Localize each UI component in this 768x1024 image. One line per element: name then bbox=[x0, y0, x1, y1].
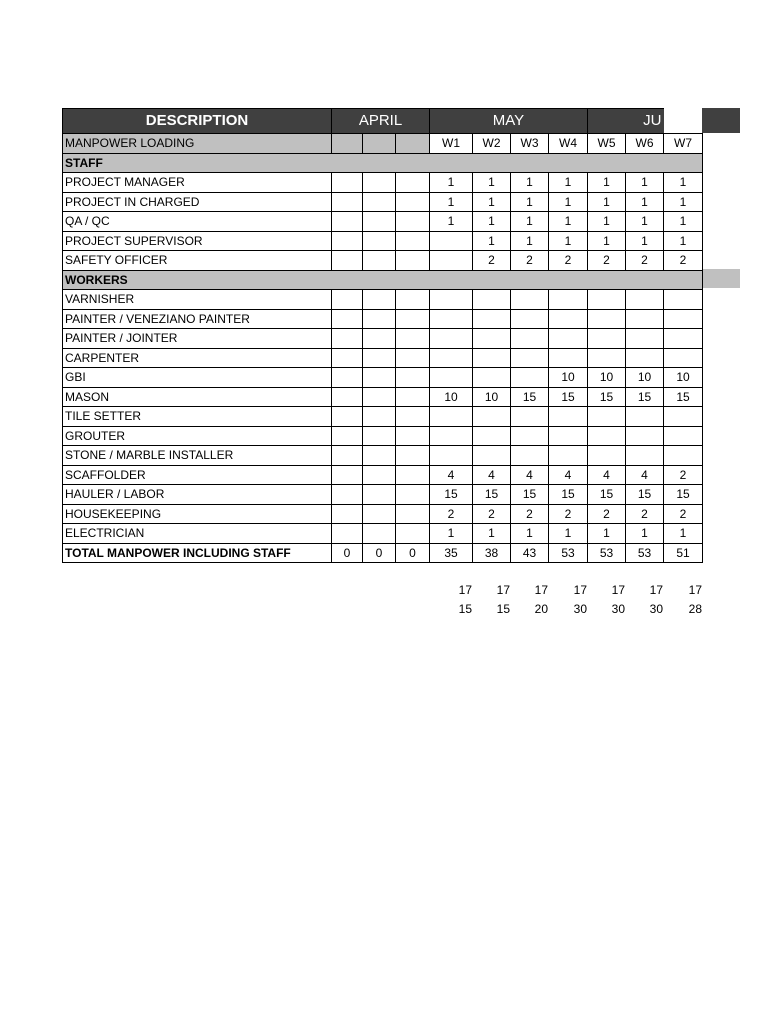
value-cell[interactable] bbox=[430, 426, 473, 446]
summary-value-cell[interactable]: 17 bbox=[496, 582, 510, 597]
value-cell[interactable] bbox=[332, 504, 363, 524]
value-cell[interactable] bbox=[396, 485, 430, 505]
row-label[interactable]: GROUTER bbox=[63, 426, 332, 446]
total-value-cell[interactable]: 0 bbox=[332, 543, 363, 563]
value-cell[interactable] bbox=[430, 368, 473, 388]
value-cell[interactable] bbox=[396, 329, 430, 349]
summary-value-cell[interactable]: 15 bbox=[458, 602, 472, 617]
value-cell[interactable] bbox=[473, 446, 511, 466]
value-cell[interactable] bbox=[430, 309, 473, 329]
value-cell[interactable]: 1 bbox=[549, 173, 588, 193]
summary-row bbox=[432, 580, 705, 600]
row-label[interactable]: VARNISHER bbox=[63, 290, 332, 310]
total-value-cell[interactable]: 0 bbox=[396, 543, 430, 563]
value-cell[interactable]: 1 bbox=[588, 231, 626, 251]
row-label[interactable]: HOUSEKEEPING bbox=[63, 504, 332, 524]
value-cell[interactable] bbox=[626, 446, 664, 466]
row-label[interactable]: ELECTRICIAN bbox=[63, 524, 332, 544]
table-row bbox=[63, 465, 703, 485]
value-cell[interactable] bbox=[363, 192, 396, 212]
week-header[interactable]: W5 bbox=[588, 134, 626, 154]
week-header[interactable]: W2 bbox=[473, 134, 511, 154]
value-cell[interactable]: 1 bbox=[588, 524, 626, 544]
row-label[interactable]: MASON bbox=[63, 387, 332, 407]
value-cell[interactable]: 1 bbox=[664, 524, 703, 544]
summary-value-cell[interactable]: 17 bbox=[458, 582, 472, 597]
value-cell[interactable] bbox=[332, 426, 363, 446]
value-cell[interactable] bbox=[626, 329, 664, 349]
value-cell[interactable] bbox=[332, 192, 363, 212]
value-cell[interactable]: 10 bbox=[626, 368, 664, 388]
value-cell[interactable] bbox=[396, 407, 430, 427]
table-row bbox=[63, 446, 703, 466]
total-value-cell[interactable]: 38 bbox=[473, 543, 511, 563]
total-value-cell[interactable]: 53 bbox=[626, 543, 664, 563]
value-cell[interactable]: 4 bbox=[511, 465, 549, 485]
value-cell[interactable]: 1 bbox=[430, 212, 473, 232]
value-cell[interactable]: 15 bbox=[549, 387, 588, 407]
value-cell[interactable] bbox=[363, 446, 396, 466]
value-cell[interactable] bbox=[396, 309, 430, 329]
value-cell[interactable]: 2 bbox=[511, 504, 549, 524]
table-row bbox=[63, 504, 703, 524]
value-cell[interactable]: 15 bbox=[511, 485, 549, 505]
header-row bbox=[63, 109, 703, 134]
value-cell[interactable]: 15 bbox=[626, 485, 664, 505]
value-cell[interactable] bbox=[332, 231, 363, 251]
value-cell[interactable] bbox=[626, 407, 664, 427]
value-cell[interactable] bbox=[588, 290, 626, 310]
value-cell[interactable] bbox=[396, 446, 430, 466]
value-cell[interactable]: 2 bbox=[588, 504, 626, 524]
table-row bbox=[63, 290, 703, 310]
value-cell[interactable] bbox=[588, 309, 626, 329]
total-value-cell[interactable]: 0 bbox=[363, 543, 396, 563]
value-cell[interactable] bbox=[396, 231, 430, 251]
value-cell[interactable] bbox=[363, 290, 396, 310]
value-cell[interactable]: 1 bbox=[626, 524, 664, 544]
value-cell[interactable] bbox=[430, 231, 473, 251]
value-cell[interactable] bbox=[332, 465, 363, 485]
value-cell[interactable]: 10 bbox=[588, 368, 626, 388]
manpower-loading-label[interactable]: MANPOWER LOADING bbox=[63, 134, 332, 154]
value-cell[interactable] bbox=[430, 251, 473, 271]
value-cell[interactable] bbox=[396, 368, 430, 388]
table-row bbox=[63, 348, 703, 368]
value-cell[interactable] bbox=[332, 251, 363, 271]
value-cell[interactable]: 2 bbox=[549, 504, 588, 524]
value-cell[interactable]: 2 bbox=[511, 251, 549, 271]
section-row bbox=[63, 153, 703, 173]
value-cell[interactable] bbox=[549, 407, 588, 427]
value-cell[interactable] bbox=[549, 309, 588, 329]
value-cell[interactable] bbox=[363, 212, 396, 232]
value-cell[interactable] bbox=[332, 387, 363, 407]
value-cell[interactable] bbox=[363, 426, 396, 446]
value-cell[interactable]: 15 bbox=[549, 485, 588, 505]
value-cell[interactable]: 2 bbox=[473, 504, 511, 524]
summary-rows bbox=[432, 580, 705, 619]
value-cell[interactable] bbox=[473, 407, 511, 427]
value-cell[interactable]: 1 bbox=[511, 524, 549, 544]
value-cell[interactable] bbox=[363, 485, 396, 505]
value-cell[interactable] bbox=[396, 212, 430, 232]
summary-value-cell[interactable]: 20 bbox=[534, 602, 548, 617]
value-cell[interactable] bbox=[664, 348, 703, 368]
total-row bbox=[63, 543, 703, 563]
value-cell[interactable]: 15 bbox=[511, 387, 549, 407]
value-cell[interactable]: 4 bbox=[473, 465, 511, 485]
table-row bbox=[63, 524, 703, 544]
value-cell[interactable] bbox=[664, 329, 703, 349]
value-cell[interactable] bbox=[363, 504, 396, 524]
row-label[interactable]: SCAFFOLDER bbox=[63, 465, 332, 485]
value-cell[interactable]: 4 bbox=[626, 465, 664, 485]
value-cell[interactable]: 1 bbox=[549, 212, 588, 232]
table-row bbox=[63, 231, 703, 251]
section-row bbox=[63, 270, 703, 290]
value-cell[interactable] bbox=[363, 407, 396, 427]
value-cell[interactable]: 2 bbox=[664, 251, 703, 271]
week-header[interactable]: W3 bbox=[511, 134, 549, 154]
value-cell[interactable]: 10 bbox=[664, 368, 703, 388]
week-header[interactable]: W6 bbox=[626, 134, 664, 154]
total-value-cell[interactable]: 53 bbox=[549, 543, 588, 563]
value-cell[interactable]: 1 bbox=[511, 173, 549, 193]
value-cell[interactable] bbox=[396, 348, 430, 368]
value-cell[interactable] bbox=[363, 309, 396, 329]
value-cell[interactable] bbox=[473, 368, 511, 388]
value-cell[interactable]: 1 bbox=[473, 173, 511, 193]
value-cell[interactable] bbox=[430, 446, 473, 466]
manpower-loading-table bbox=[62, 108, 703, 563]
row-label[interactable]: TILE SETTER bbox=[63, 407, 332, 427]
value-cell[interactable]: 1 bbox=[549, 524, 588, 544]
value-cell[interactable]: 1 bbox=[430, 192, 473, 212]
value-cell[interactable] bbox=[332, 212, 363, 232]
value-cell[interactable] bbox=[363, 231, 396, 251]
value-cell[interactable] bbox=[430, 348, 473, 368]
value-cell[interactable]: 15 bbox=[588, 387, 626, 407]
value-cell[interactable]: 1 bbox=[588, 173, 626, 193]
total-value-cell[interactable]: 43 bbox=[511, 543, 549, 563]
value-cell[interactable]: 1 bbox=[473, 524, 511, 544]
month-header[interactable]: JU bbox=[588, 109, 664, 134]
value-cell[interactable] bbox=[664, 426, 703, 446]
value-cell[interactable]: 4 bbox=[549, 465, 588, 485]
value-cell[interactable] bbox=[332, 485, 363, 505]
row-label[interactable]: PAINTER / VENEZIANO PAINTER bbox=[63, 309, 332, 329]
value-cell[interactable]: 1 bbox=[549, 192, 588, 212]
value-cell[interactable] bbox=[332, 329, 363, 349]
table-row bbox=[63, 387, 703, 407]
value-cell[interactable]: 1 bbox=[626, 192, 664, 212]
section-title[interactable]: WORKERS bbox=[63, 270, 703, 290]
value-cell[interactable] bbox=[332, 290, 363, 310]
value-cell[interactable]: 4 bbox=[430, 465, 473, 485]
summary-value-cell[interactable]: 17 bbox=[688, 582, 702, 597]
value-cell[interactable]: 2 bbox=[430, 504, 473, 524]
value-cell[interactable] bbox=[332, 407, 363, 427]
value-cell[interactable]: 4 bbox=[588, 465, 626, 485]
table-row bbox=[63, 485, 703, 505]
value-cell[interactable] bbox=[332, 446, 363, 466]
value-cell[interactable] bbox=[396, 504, 430, 524]
value-cell[interactable]: 2 bbox=[626, 504, 664, 524]
table-row bbox=[63, 212, 703, 232]
description-header[interactable]: DESCRIPTION bbox=[63, 109, 332, 134]
value-cell[interactable]: 1 bbox=[588, 212, 626, 232]
value-cell[interactable]: 10 bbox=[549, 368, 588, 388]
value-cell[interactable] bbox=[626, 348, 664, 368]
value-cell[interactable] bbox=[363, 465, 396, 485]
value-cell[interactable] bbox=[664, 290, 703, 310]
value-cell[interactable] bbox=[588, 329, 626, 349]
value-cell[interactable]: 1 bbox=[511, 231, 549, 251]
value-cell[interactable]: 2 bbox=[626, 251, 664, 271]
value-cell[interactable]: 1 bbox=[664, 212, 703, 232]
value-cell[interactable] bbox=[396, 524, 430, 544]
value-cell[interactable] bbox=[664, 309, 703, 329]
value-cell[interactable] bbox=[363, 251, 396, 271]
value-cell[interactable] bbox=[430, 329, 473, 349]
value-cell[interactable]: 15 bbox=[588, 485, 626, 505]
value-cell[interactable]: 1 bbox=[511, 192, 549, 212]
row-label[interactable]: STONE / MARBLE INSTALLER bbox=[63, 446, 332, 466]
value-cell[interactable] bbox=[549, 290, 588, 310]
total-label[interactable]: TOTAL MANPOWER INCLUDING STAFF bbox=[63, 543, 332, 563]
value-cell[interactable]: 1 bbox=[588, 192, 626, 212]
value-cell[interactable]: 2 bbox=[473, 251, 511, 271]
value-cell[interactable] bbox=[626, 290, 664, 310]
value-cell[interactable]: 1 bbox=[626, 231, 664, 251]
value-cell[interactable] bbox=[549, 348, 588, 368]
value-cell[interactable]: 10 bbox=[430, 387, 473, 407]
value-cell[interactable]: 15 bbox=[664, 387, 703, 407]
value-cell[interactable] bbox=[396, 387, 430, 407]
week-header[interactable]: W4 bbox=[549, 134, 588, 154]
value-cell[interactable]: 1 bbox=[511, 212, 549, 232]
value-cell[interactable]: 1 bbox=[664, 192, 703, 212]
value-cell[interactable] bbox=[473, 329, 511, 349]
value-cell[interactable]: 1 bbox=[626, 212, 664, 232]
row-label[interactable]: PROJECT SUPERVISOR bbox=[63, 231, 332, 251]
value-cell[interactable]: 15 bbox=[430, 485, 473, 505]
value-cell[interactable] bbox=[588, 407, 626, 427]
value-cell[interactable] bbox=[396, 251, 430, 271]
value-cell[interactable]: 2 bbox=[664, 504, 703, 524]
value-cell[interactable]: 1 bbox=[473, 231, 511, 251]
value-cell[interactable] bbox=[549, 426, 588, 446]
value-cell[interactable] bbox=[396, 465, 430, 485]
value-cell[interactable]: 15 bbox=[626, 387, 664, 407]
total-value-cell[interactable]: 53 bbox=[588, 543, 626, 563]
value-cell[interactable] bbox=[363, 524, 396, 544]
summary-value-cell[interactable]: 30 bbox=[611, 602, 625, 617]
summary-value-cell[interactable]: 17 bbox=[611, 582, 625, 597]
value-cell[interactable]: 2 bbox=[588, 251, 626, 271]
value-cell[interactable] bbox=[332, 524, 363, 544]
value-cell[interactable] bbox=[363, 387, 396, 407]
value-cell[interactable] bbox=[363, 368, 396, 388]
total-value-cell[interactable]: 35 bbox=[430, 543, 473, 563]
summary-row bbox=[432, 600, 705, 620]
value-cell[interactable]: 1 bbox=[473, 212, 511, 232]
value-cell[interactable] bbox=[430, 290, 473, 310]
value-cell[interactable] bbox=[332, 173, 363, 193]
value-cell[interactable] bbox=[363, 329, 396, 349]
value-cell[interactable]: 10 bbox=[473, 387, 511, 407]
row-label[interactable]: HAULER / LABOR bbox=[63, 485, 332, 505]
row-label[interactable]: CARPENTER bbox=[63, 348, 332, 368]
table-row bbox=[63, 329, 703, 349]
summary-value-cell[interactable]: 15 bbox=[496, 602, 510, 617]
month-header[interactable]: APRIL bbox=[332, 109, 430, 134]
row-label[interactable]: PROJECT IN CHARGED bbox=[63, 192, 332, 212]
value-cell[interactable]: 1 bbox=[626, 173, 664, 193]
value-cell[interactable] bbox=[549, 329, 588, 349]
value-cell[interactable] bbox=[511, 348, 549, 368]
value-cell[interactable] bbox=[588, 446, 626, 466]
value-cell[interactable] bbox=[430, 407, 473, 427]
value-cell[interactable] bbox=[588, 348, 626, 368]
value-cell[interactable] bbox=[511, 309, 549, 329]
summary-value-cell[interactable]: 17 bbox=[573, 582, 587, 597]
week-header[interactable] bbox=[363, 134, 396, 154]
value-cell[interactable] bbox=[664, 407, 703, 427]
value-cell[interactable]: 1 bbox=[664, 231, 703, 251]
week-header[interactable] bbox=[396, 134, 430, 154]
value-cell[interactable]: 1 bbox=[430, 524, 473, 544]
row-label[interactable]: GBI bbox=[63, 368, 332, 388]
table-row bbox=[63, 426, 703, 446]
value-cell[interactable] bbox=[473, 348, 511, 368]
value-cell[interactable] bbox=[511, 290, 549, 310]
value-cell[interactable] bbox=[549, 446, 588, 466]
table-row bbox=[63, 173, 703, 193]
value-cell[interactable]: 1 bbox=[664, 173, 703, 193]
month-header[interactable]: MAY bbox=[430, 109, 588, 134]
value-cell[interactable] bbox=[363, 173, 396, 193]
value-cell[interactable] bbox=[511, 426, 549, 446]
value-cell[interactable] bbox=[473, 290, 511, 310]
table-row bbox=[63, 368, 703, 388]
row-label[interactable]: PROJECT MANAGER bbox=[63, 173, 332, 193]
table-row bbox=[63, 407, 703, 427]
value-cell[interactable] bbox=[511, 407, 549, 427]
value-cell[interactable]: 1 bbox=[549, 231, 588, 251]
value-cell[interactable] bbox=[396, 192, 430, 212]
value-cell[interactable] bbox=[511, 329, 549, 349]
value-cell[interactable] bbox=[332, 368, 363, 388]
value-cell[interactable] bbox=[332, 348, 363, 368]
value-cell[interactable]: 2 bbox=[549, 251, 588, 271]
value-cell[interactable]: 1 bbox=[473, 192, 511, 212]
value-cell[interactable] bbox=[363, 348, 396, 368]
row-label[interactable]: QA / QC bbox=[63, 212, 332, 232]
value-cell[interactable]: 2 bbox=[664, 465, 703, 485]
value-cell[interactable] bbox=[511, 446, 549, 466]
value-cell[interactable] bbox=[396, 290, 430, 310]
value-cell[interactable]: 15 bbox=[664, 485, 703, 505]
subheader-row bbox=[63, 134, 703, 154]
row-label[interactable]: PAINTER / JOINTER bbox=[63, 329, 332, 349]
header-overflow-band bbox=[702, 108, 740, 133]
value-cell[interactable] bbox=[396, 173, 430, 193]
value-cell[interactable] bbox=[588, 426, 626, 446]
row-label[interactable]: SAFETY OFFICER bbox=[63, 251, 332, 271]
value-cell[interactable]: 1 bbox=[430, 173, 473, 193]
value-cell[interactable] bbox=[473, 309, 511, 329]
workers-overflow-band bbox=[702, 269, 740, 288]
value-cell[interactable] bbox=[626, 309, 664, 329]
summary-value-cell[interactable]: 17 bbox=[534, 582, 548, 597]
value-cell[interactable] bbox=[511, 368, 549, 388]
table-row bbox=[63, 192, 703, 212]
week-header[interactable]: W7 bbox=[664, 134, 703, 154]
total-value-cell[interactable]: 51 bbox=[664, 543, 703, 563]
summary-value-cell[interactable]: 30 bbox=[649, 602, 663, 617]
week-header[interactable] bbox=[332, 134, 363, 154]
value-cell[interactable] bbox=[626, 426, 664, 446]
summary-value-cell[interactable]: 28 bbox=[688, 602, 702, 617]
week-header[interactable]: W1 bbox=[430, 134, 473, 154]
summary-value-cell[interactable]: 30 bbox=[573, 602, 587, 617]
value-cell[interactable]: 15 bbox=[473, 485, 511, 505]
value-cell[interactable] bbox=[473, 426, 511, 446]
value-cell[interactable] bbox=[396, 426, 430, 446]
table-row bbox=[63, 309, 703, 329]
section-title[interactable]: STAFF bbox=[63, 153, 703, 173]
summary-value-cell[interactable]: 17 bbox=[649, 582, 663, 597]
table-row bbox=[63, 251, 703, 271]
value-cell[interactable] bbox=[664, 446, 703, 466]
value-cell[interactable] bbox=[332, 309, 363, 329]
